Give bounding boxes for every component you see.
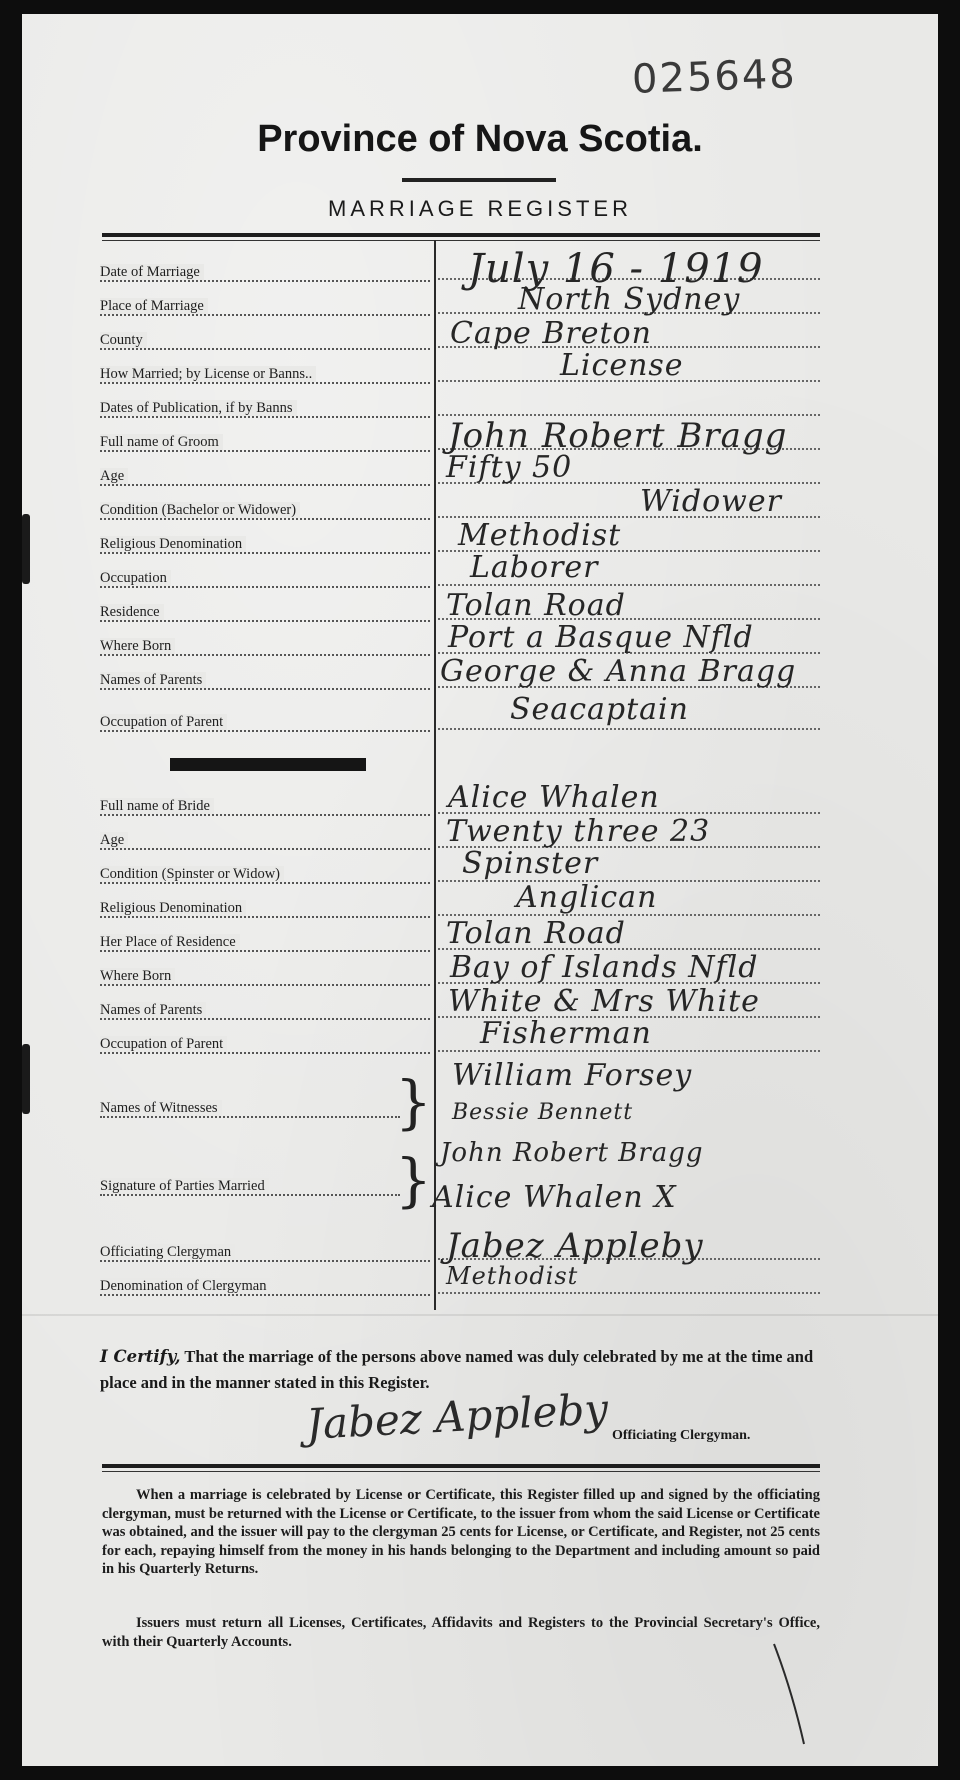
field-value: Fisherman	[480, 1016, 652, 1051]
field-label: Full name of Bride	[100, 798, 430, 822]
witness-name: William Forsey	[452, 1058, 693, 1093]
field-label: Occupation of Parent	[100, 1036, 430, 1060]
certification-text	[100, 1344, 824, 1396]
field-label: Where Born	[100, 968, 430, 992]
field-label: Officiating Clergyman	[100, 1244, 430, 1268]
field-value: Alice Whalen	[448, 780, 660, 815]
field-label: Names of Parents	[100, 672, 430, 696]
field-label: Place of Marriage	[100, 298, 430, 322]
instructions-paragraph: When a marriage is celebrated by License or Certificate, this Register filled up and signed by the officiating clergyman, must be returned with the License or Certificate, to the issuer from whom the said License or Certificate was obtained, and the issuer will pay to the clergyman 25 cents for License, or Certificate, and Register, not 25 cents for each, repaying himself from the money in his hands belonging to the Department and including amount so paid in his Quarterly Returns.	[102, 1487, 820, 1577]
field-value: Twenty three 23	[446, 814, 711, 849]
field-value: Port a Basque Nfld	[448, 620, 754, 655]
field-label: Religious Denomination	[100, 900, 430, 924]
section-divider-bar	[170, 758, 366, 771]
pen-mark	[770, 1640, 810, 1750]
field-value: Methodist	[458, 518, 622, 553]
field-label: Occupation of Parent	[100, 714, 430, 738]
instructions-paragraph: Issuers must return all Licenses, Certificates, Affidavits and Registers to the Provincial Secretary's Office, with their Quarterly Accounts.	[102, 1615, 820, 1650]
field-value: White & Mrs White	[448, 984, 760, 1019]
field-value: License	[560, 348, 684, 383]
field-value: Laborer	[470, 550, 599, 585]
brace-glyph: }	[395, 1146, 432, 1214]
field-value: Widower	[640, 484, 782, 519]
field-value: Tolan Road	[446, 588, 626, 623]
officiant-signature: Jabez Appleby	[304, 1384, 610, 1449]
party-signature: John Robert Bragg	[440, 1138, 704, 1168]
title-divider	[402, 178, 556, 182]
page-title: Province of Nova Scotia.	[257, 118, 703, 160]
field-label: Dates of Publication, if by Banns	[100, 400, 430, 424]
field-value: Cape Breton	[450, 316, 652, 351]
field-label: Occupation	[100, 570, 430, 594]
field-value: Tolan Road	[446, 916, 626, 951]
field-value: July 16 - 1919	[468, 246, 764, 292]
header-rule	[102, 233, 820, 237]
field-value: George & Anna Bragg	[440, 654, 797, 689]
party-signature: Alice Whalen X	[432, 1180, 677, 1215]
field-value: Seacaptain	[510, 692, 689, 727]
field-label: Condition (Bachelor or Widower)	[100, 502, 430, 526]
field-label: Age	[100, 832, 430, 856]
field-value: Anglican	[516, 880, 658, 915]
column-divider	[434, 240, 436, 1310]
field-value: Jabez Appleby	[446, 1226, 704, 1266]
footer-rule	[102, 1464, 820, 1468]
serial-number: 025648	[631, 51, 798, 103]
witness-name: Bessie Bennett	[452, 1100, 634, 1125]
field-value: Methodist	[446, 1262, 579, 1290]
field-value: Fifty 50	[446, 450, 573, 485]
field-label: Residence	[100, 604, 430, 628]
field-value: Spinster	[462, 846, 599, 881]
field-label: Denomination of Clergyman	[100, 1278, 430, 1302]
form-subtitle: MARRIAGE REGISTER	[328, 196, 632, 221]
field-label: How Married; by License or Banns..	[100, 366, 430, 390]
field-label: Where Born	[100, 638, 430, 662]
field-value: Bay of Islands Nfld	[450, 950, 759, 985]
field-label: Signature of Parties Married	[100, 1178, 400, 1202]
field-line	[438, 392, 820, 416]
field-label: Religious Denomination	[100, 536, 430, 560]
field-label: Names of Witnesses	[100, 1100, 400, 1124]
field-label: Condition (Spinster or Widow)	[100, 866, 430, 890]
scan-edge-mark	[22, 1044, 30, 1114]
signature-caption: Officiating Clergyman.	[612, 1428, 751, 1443]
certify-body: That the marriage of the persons above named was duly celebrated by me at the time and place and in the manner stated in this Register.	[100, 1347, 814, 1392]
field-label: Names of Parents	[100, 1002, 430, 1026]
header-rule-thin	[102, 240, 820, 241]
field-value: John Robert Bragg	[448, 416, 788, 456]
field-label: Full name of Groom	[100, 434, 430, 458]
brace-glyph: }	[395, 1068, 432, 1136]
field-label: Date of Marriage	[100, 264, 430, 288]
field-label: County	[100, 332, 430, 356]
field-value: North Sydney	[518, 282, 741, 317]
footer-rule-thin	[102, 1471, 820, 1472]
certify-lead: I Certify,	[100, 1347, 181, 1366]
field-label: Age	[100, 468, 430, 492]
scan-edge-mark	[22, 514, 30, 584]
field-label: Her Place of Residence	[100, 934, 430, 958]
